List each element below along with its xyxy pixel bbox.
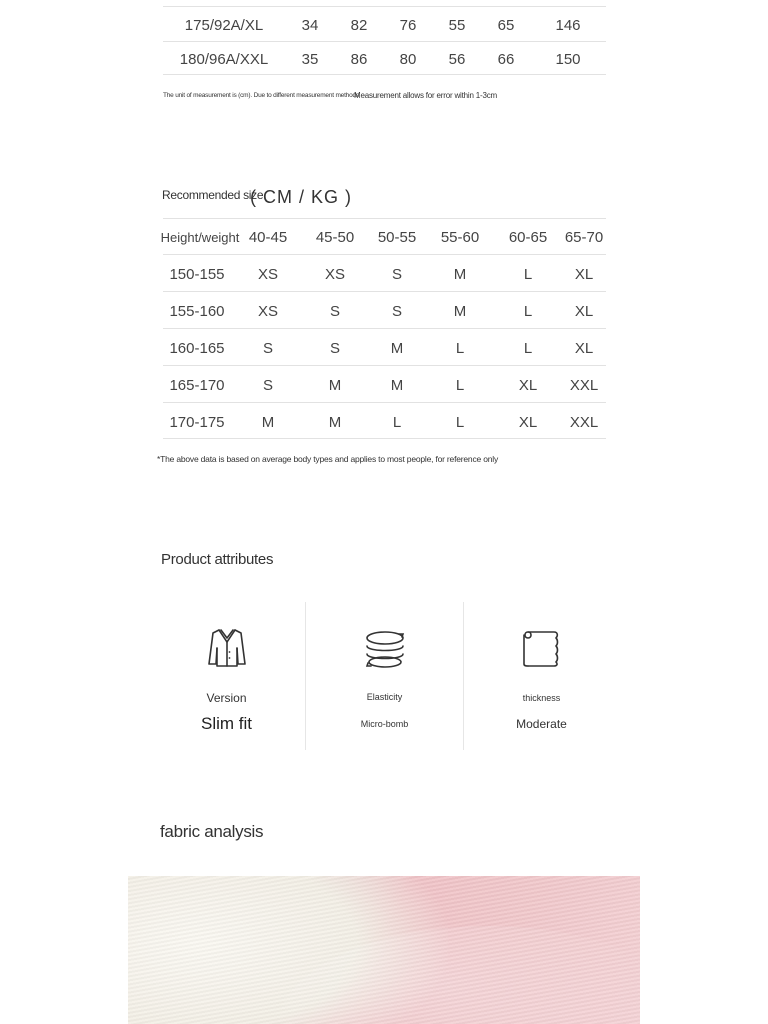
unit-label: ( CM / KG ): [250, 187, 352, 207]
table-cell: L: [523, 340, 533, 357]
table-cell: XXL: [569, 414, 599, 431]
measure-error-note: Measurement allows for error within 1-3cm: [354, 91, 497, 100]
table-header-cell: 65-70: [564, 229, 604, 246]
table-cell: M: [453, 266, 467, 283]
table-cell: M: [390, 340, 404, 357]
table-cell: L: [392, 414, 402, 431]
table-cell: 35: [301, 51, 319, 68]
table-cell: S: [329, 340, 341, 357]
row-divider: [163, 6, 606, 7]
table-cell: 150-155: [169, 266, 225, 283]
attribute-label: Elasticity: [366, 692, 403, 702]
table-cell: S: [329, 303, 341, 320]
table-cell: M: [328, 414, 342, 431]
table-cell: 165-170: [169, 377, 225, 394]
table-cell: 80: [399, 51, 417, 68]
row-divider: [163, 438, 606, 439]
fabric-photo: [128, 876, 640, 1024]
table-cell: XL: [574, 266, 594, 283]
table-cell: XL: [574, 340, 594, 357]
table-header-cell: Height/weight: [160, 230, 240, 245]
fabric-roll-icon: [518, 624, 566, 672]
table-cell: 66: [497, 51, 515, 68]
table-cell: L: [455, 340, 465, 357]
table-cell: S: [262, 377, 274, 394]
table-cell: XL: [574, 303, 594, 320]
table-header-cell: 55-60: [440, 229, 480, 246]
row-divider: [163, 402, 606, 403]
table-cell: L: [523, 266, 533, 283]
table-cell: XL: [518, 377, 538, 394]
table-header-cell: 40-45: [248, 229, 288, 246]
table-cell: XS: [257, 266, 279, 283]
table-cell: M: [453, 303, 467, 320]
fabric-texture: [128, 876, 640, 1024]
table-cell: S: [391, 303, 403, 320]
attribute-thickness: [463, 600, 620, 752]
table-cell: S: [262, 340, 274, 357]
table-header-cell: 60-65: [508, 229, 548, 246]
table-cell: 55: [448, 17, 466, 34]
table-cell: 56: [448, 51, 466, 68]
table-cell: 76: [399, 17, 417, 34]
table-cell: 160-165: [169, 340, 225, 357]
row-divider: [163, 74, 606, 75]
row-divider: [163, 41, 606, 42]
table-cell: 150: [555, 51, 581, 68]
table-cell: L: [523, 303, 533, 320]
table-cell: XS: [324, 266, 346, 283]
table-cell: XXL: [569, 377, 599, 394]
recommended-footnote: *The above data is based on average body types and applies to most people, for reference only: [157, 454, 498, 464]
attribute-value: Moderate: [516, 717, 567, 731]
elastic-coil-icon: [361, 624, 409, 672]
jacket-icon: [203, 624, 251, 672]
table-cell: XL: [518, 414, 538, 431]
attribute-label: thickness: [522, 693, 561, 703]
row-divider: [163, 254, 606, 255]
product-attributes-title: Product attributes: [161, 551, 274, 568]
attribute-value: Slim fit: [201, 714, 252, 733]
table-cell: 180/96A/XXL: [179, 51, 269, 68]
table-cell: 146: [555, 17, 581, 34]
table-cell: L: [455, 377, 465, 394]
row-divider: [163, 328, 606, 329]
attribute-elasticity: [306, 600, 463, 752]
row-divider: [163, 365, 606, 366]
table-cell: 175/92A/XL: [184, 17, 264, 34]
row-divider: [163, 218, 606, 219]
fabric-analysis-title: fabric analysis: [160, 822, 264, 841]
table-cell: M: [328, 377, 342, 394]
table-cell: 34: [301, 17, 319, 34]
recommended-size-title: Recommended size: [162, 188, 264, 202]
attribute-value: Micro-bomb: [360, 719, 409, 729]
table-cell: M: [390, 377, 404, 394]
measure-note: The unit of measurement is (cm). Due to different measurement methods: [163, 92, 359, 99]
row-divider: [163, 291, 606, 292]
table-cell: 65: [497, 17, 515, 34]
table-header-cell: 50-55: [377, 229, 417, 246]
table-cell: 155-160: [169, 303, 225, 320]
table-cell: XS: [257, 303, 279, 320]
table-cell: 86: [350, 51, 368, 68]
attribute-label: Version: [206, 691, 247, 705]
table-cell: M: [261, 414, 275, 431]
table-header-cell: 45-50: [315, 229, 355, 246]
table-cell: 82: [350, 17, 368, 34]
table-cell: S: [391, 266, 403, 283]
table-cell: 170-175: [169, 414, 225, 431]
table-cell: L: [455, 414, 465, 431]
attribute-version: [148, 600, 305, 752]
